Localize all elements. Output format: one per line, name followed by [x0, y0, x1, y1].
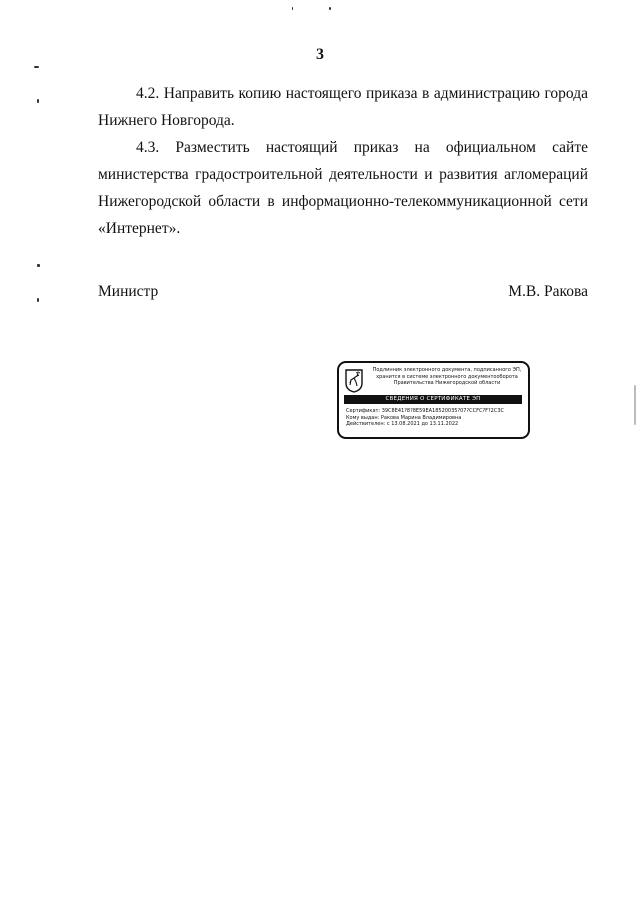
stamp-title-bar: СВЕДЕНИЯ О СЕРТИФИКАТЕ ЭП: [344, 395, 522, 404]
scan-mark: [37, 99, 39, 103]
stamp-header-line: хранится в системе электронного документооборота: [376, 373, 518, 380]
stamp-certificate: Сертификат: 39C8E41?8?8E59EA18520035?07?CCFC?F?2C3C: [346, 408, 505, 414]
paragraph-4-2: 4.2. Направить копию настоящего приказа в администрацию города Нижнего Новгорода.: [98, 85, 588, 129]
signature-position: Министр: [98, 283, 159, 300]
signature-name: М.В. Ракова: [508, 283, 588, 300]
coat-of-arms-icon: [344, 369, 364, 393]
page-number: 3: [316, 46, 324, 63]
stamp-validity: Действителен: с 13.08.2021 до 13.11.2022: [346, 421, 459, 427]
scan-mark: [329, 7, 331, 10]
paragraph-4-3: 4.3. Разместить настоящий приказ на официальном сайте министерства градостроительной деятельности и развития агломераций Нижегородской области в информационно-телекоммуникационной сети «Интернет».: [98, 139, 588, 237]
scan-mark: [37, 298, 39, 302]
scan-mark: [292, 7, 293, 10]
stamp-header-line: Правительства Нижегородской области: [393, 380, 501, 386]
scan-mark: [37, 264, 40, 267]
signature-row: [98, 283, 588, 301]
stamp-issued-to: Кому выдан: Ракова Марина Владимировна: [346, 414, 462, 421]
scan-mark: [634, 385, 636, 425]
scan-mark: [34, 66, 39, 68]
stamp-details: [346, 408, 526, 428]
electronic-signature-stamp: [337, 361, 530, 439]
stamp-header-line: Подлинник электронного документа, подписанного ЭП,: [372, 367, 522, 373]
stamp-header: [367, 367, 527, 387]
